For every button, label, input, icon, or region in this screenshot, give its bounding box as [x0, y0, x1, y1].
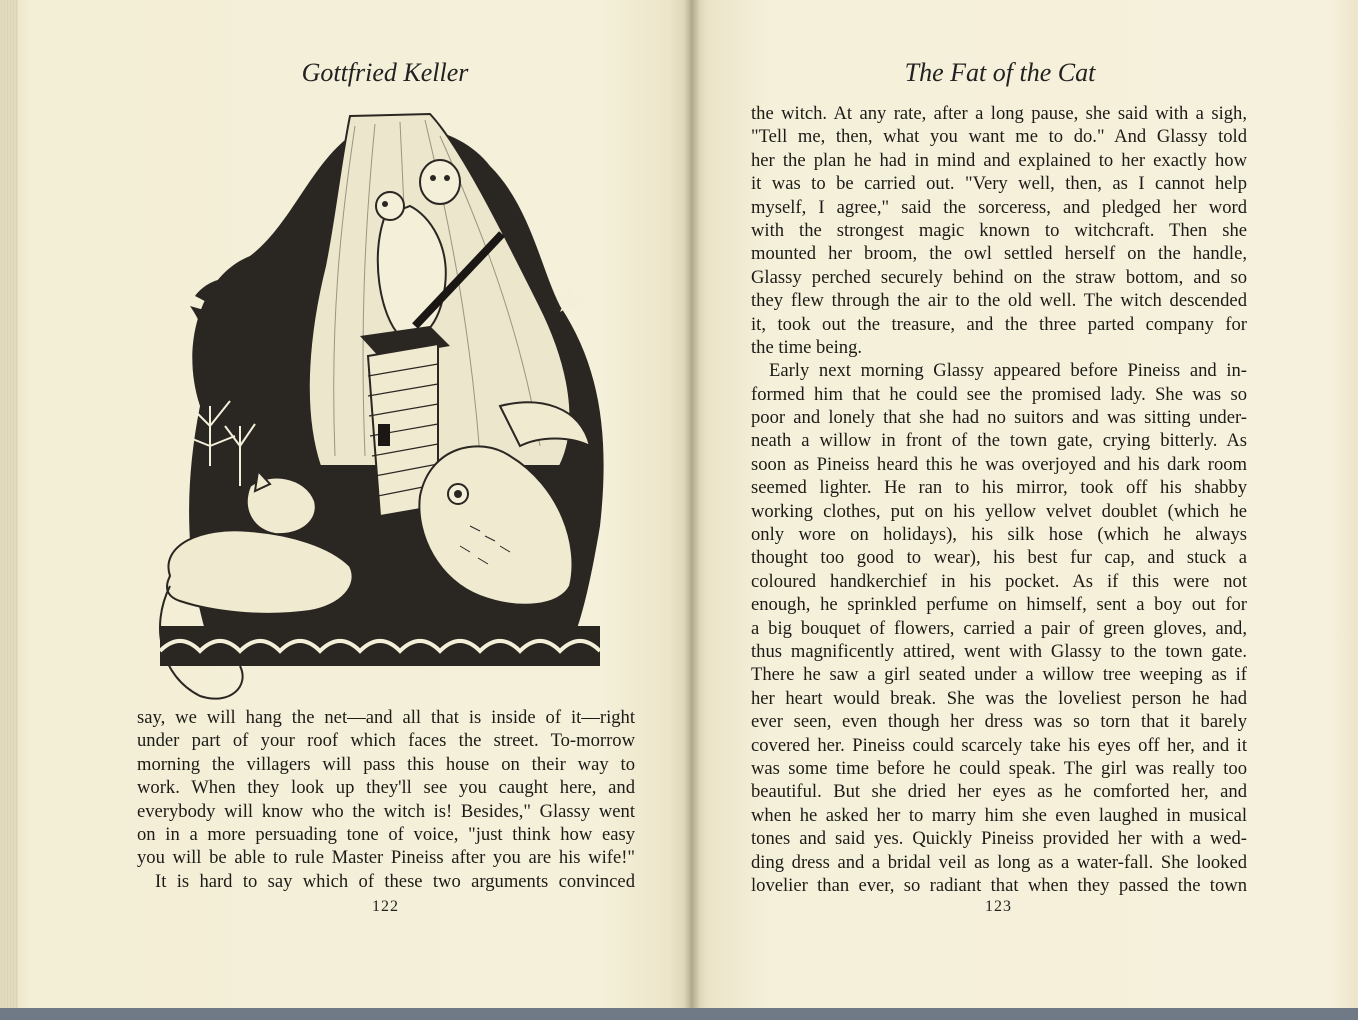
text-line: beautiful. But she dried her eyes as he comforted her, and: [751, 781, 1247, 803]
text-line: tones and said yes. Quickly Pineiss provided her with a wed-: [751, 828, 1247, 850]
text-line: a big bouquet of flowers, carried a pair of green gloves, and,: [751, 617, 1247, 639]
text-line: morning the villagers will pass this house on their way to: [137, 753, 635, 775]
text-line: working clothes, put on his yellow velvet doublet (which he: [751, 500, 1247, 522]
text-line: her heart would break. She was the loveliest person he had: [751, 687, 1247, 709]
witch-head: [420, 160, 460, 204]
text-line: her the plan he had in mind and explained to her exactly how: [751, 149, 1247, 171]
text-line: seemed lighter. He ran to his mirror, took off his shabby: [751, 477, 1247, 499]
left-running-head: Gottfried Keller: [301, 58, 469, 87]
left-page-number: 122: [372, 898, 399, 915]
text-line: ding dress and a bridal veil as long as a water-fall. She looked: [751, 851, 1247, 873]
text-line: covered her. Pineiss could scarcely take his eyes off her, and it: [751, 734, 1247, 756]
text-line: the witch. At any rate, after a long pause, she said with a sigh,: [751, 103, 1247, 124]
text-line: formed him that he could see the promised lady. She was so: [751, 383, 1247, 405]
text-line: neath a willow in front of the town gate, crying bitterly. As: [751, 430, 1247, 452]
page-edges: [0, 0, 18, 1008]
text-line: myself, I agree," said the sorceress, and pledged her word: [751, 196, 1247, 218]
text-line: under part of your roof which faces the street. To-morrow: [137, 730, 635, 752]
text-line: was some time before he could speak. The girl was really too: [751, 757, 1247, 779]
text-line: you will be able to rule Master Pineiss after you are his wife!": [137, 847, 635, 869]
text-line: thought too good to wear), his best fur cap, and stuck a: [751, 547, 1247, 569]
text-line: There he saw a girl seated under a willow tree weeping as if: [751, 664, 1247, 686]
text-line: Early next morning Glassy appeared before Pineiss and in-: [769, 360, 1247, 382]
text-line: mounted her broom, the owl settled herself on the handle,: [751, 243, 1247, 265]
text-line: enough, he sprinkled perfume on himself, sent a boy out for: [751, 594, 1247, 616]
text-line: work. When they look up they'll see you caught here, and: [137, 777, 635, 799]
left-page-body: [137, 706, 635, 893]
text-line: when he asked her to marry him she even laughed in musical: [751, 804, 1247, 826]
text-line: It is hard to say which of these two arguments convinced: [155, 870, 635, 892]
text-line: thus magnificently attired, went with Glassy to the town gate.: [751, 640, 1247, 662]
text-line: soon as Pineiss heard this he was overjoyed and his dark room: [751, 453, 1247, 475]
text-line: with the strongest magic known to witchcraft. Then she: [751, 219, 1247, 241]
book-gutter: [684, 0, 700, 1008]
witch-engraving-illustration: [140, 106, 640, 702]
right-running-head: The Fat of the Cat: [904, 58, 1096, 87]
text-line: say, we will hang the net—and all that is inside of it—right: [137, 707, 635, 728]
right-page-body: [751, 102, 1247, 897]
text-line: on in a more persuading tone of voice, "just think how easy: [137, 823, 635, 845]
text-line: "Tell me, then, what you want me to do." And Glassy told: [751, 126, 1247, 148]
text-line: Glassy perched securely behind on the straw bottom, and so: [751, 266, 1247, 288]
text-line: everybody will know who the witch is! Besides," Glassy went: [137, 800, 635, 822]
text-line: the time being.: [751, 336, 863, 358]
text-line: it was to be carried out. "Very well, then, as I cannot help: [751, 173, 1247, 195]
scalloped-base: [160, 626, 600, 666]
text-line: lovelier than ever, so radiant that when they passed the town: [751, 874, 1247, 896]
text-line: coloured handkerchief in his pocket. As if this were not: [751, 570, 1247, 592]
text-line: it, took out the treasure, and the three parted company for: [751, 313, 1247, 335]
right-page-number: 123: [985, 898, 1012, 915]
text-line: only wore on holidays), his silk hose (which he always: [751, 524, 1247, 546]
text-line: they flew through the air to the old well. The witch descended: [751, 290, 1247, 312]
text-line: ever seen, even though her dress was so torn that it barely: [751, 711, 1247, 733]
text-line: poor and lonely that she had no suitors and was sitting under-: [751, 407, 1247, 429]
